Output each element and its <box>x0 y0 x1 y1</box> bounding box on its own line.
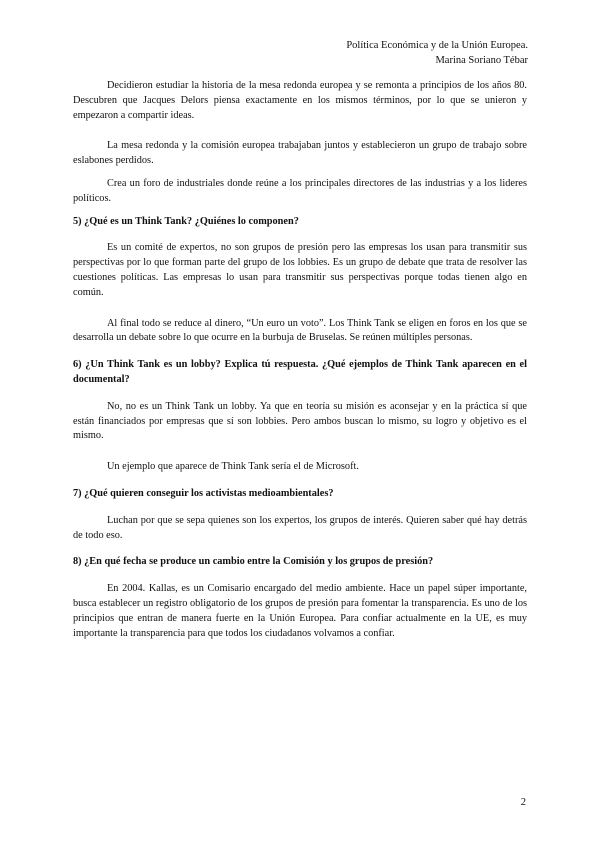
paragraph-4: Es un comité de expertos, no son grupos de presión pero las empresas los usan para transmitir sus perspectivas por lo que forman parte del grupo de los lobbies. Es un grupo de debate que trata de resolver las cuestiones políticas. Las empresas lo usan para transmitir sus perspectivas porque todas tienen algo en común. <box>73 242 527 298</box>
paragraph-7: Un ejemplo que aparece de Think Tank sería el de Microsoft. <box>107 461 359 473</box>
paragraph-6: No, no es un Think Tank un lobby. Ya que en teoría su misión es aconsejar y en la práctica sí que están financiados por empresas que sí son lobbies. Pero ambos buscan lo mismo, su logro y objetivo es el mismo. <box>73 400 527 442</box>
document-body <box>73 79 527 641</box>
question-5: 5) ¿Qué es un Think Tank? ¿Quiénes lo componen? <box>73 215 299 227</box>
header-course-title: Política Económica y de la Unión Europea. <box>346 40 528 51</box>
paragraph-9: En 2004. Kallas, es un Comisario encargado del medio ambiente. Hace un papel súper importante, busca establecer un registro obligatorio de los grupos de presión para fomentar la transparencia. Es uno de los principios que entran de manera fuerte en la Unión Europea. Para confiar actualmente en la UE, es muy importante la transparencia para que todos los ciudadanos volvamos a confiar. <box>73 583 527 639</box>
question-8: 8) ¿En qué fecha se produce un cambio entre la Comisión y los grupos de presión? <box>73 556 434 568</box>
question-7: 7) ¿Qué quieren conseguir los activistas medioambientales? <box>73 487 334 499</box>
page-header <box>346 38 528 68</box>
paragraph-8: Luchan por que se sepa quienes son los expertos, los grupos de interés. Quieren saber qué hay detrás de todo eso. <box>73 514 527 541</box>
paragraph-3: Crea un foro de industriales donde reúne a los principales directores de las industrias y a los lideres políticos. <box>73 177 527 204</box>
paragraph-1: Decidieron estudiar la historia de la mesa redonda europea y se remonta a principios de los años 80. Descubren que Jacques Delors piensa exactamente en los mismos términos, por lo que se unieron y empezaron a compartir ideas. <box>73 80 527 121</box>
question-6: 6) ¿Un Think Tank es un lobby? Explica tú respuesta. ¿Qué ejemplos de Think Tank aparecen en el documental? <box>73 359 527 385</box>
paragraph-2: La mesa redonda y la comisión europea trabajaban juntos y establecieron un grupo de trabajo sobre eslabones perdidos. <box>73 140 527 167</box>
paragraph-5: Al final todo se reduce al dinero, “Un euro un voto”. Los Think Tank se eligen en foros en los que se desarrolla un debate sobre lo que ocurre en la burbuja de Bruselas. Se reúnen múltiples personas. <box>73 317 527 344</box>
page-number: 2 <box>520 797 526 808</box>
header-author-name: Marina Soriano Tébar <box>435 55 528 66</box>
